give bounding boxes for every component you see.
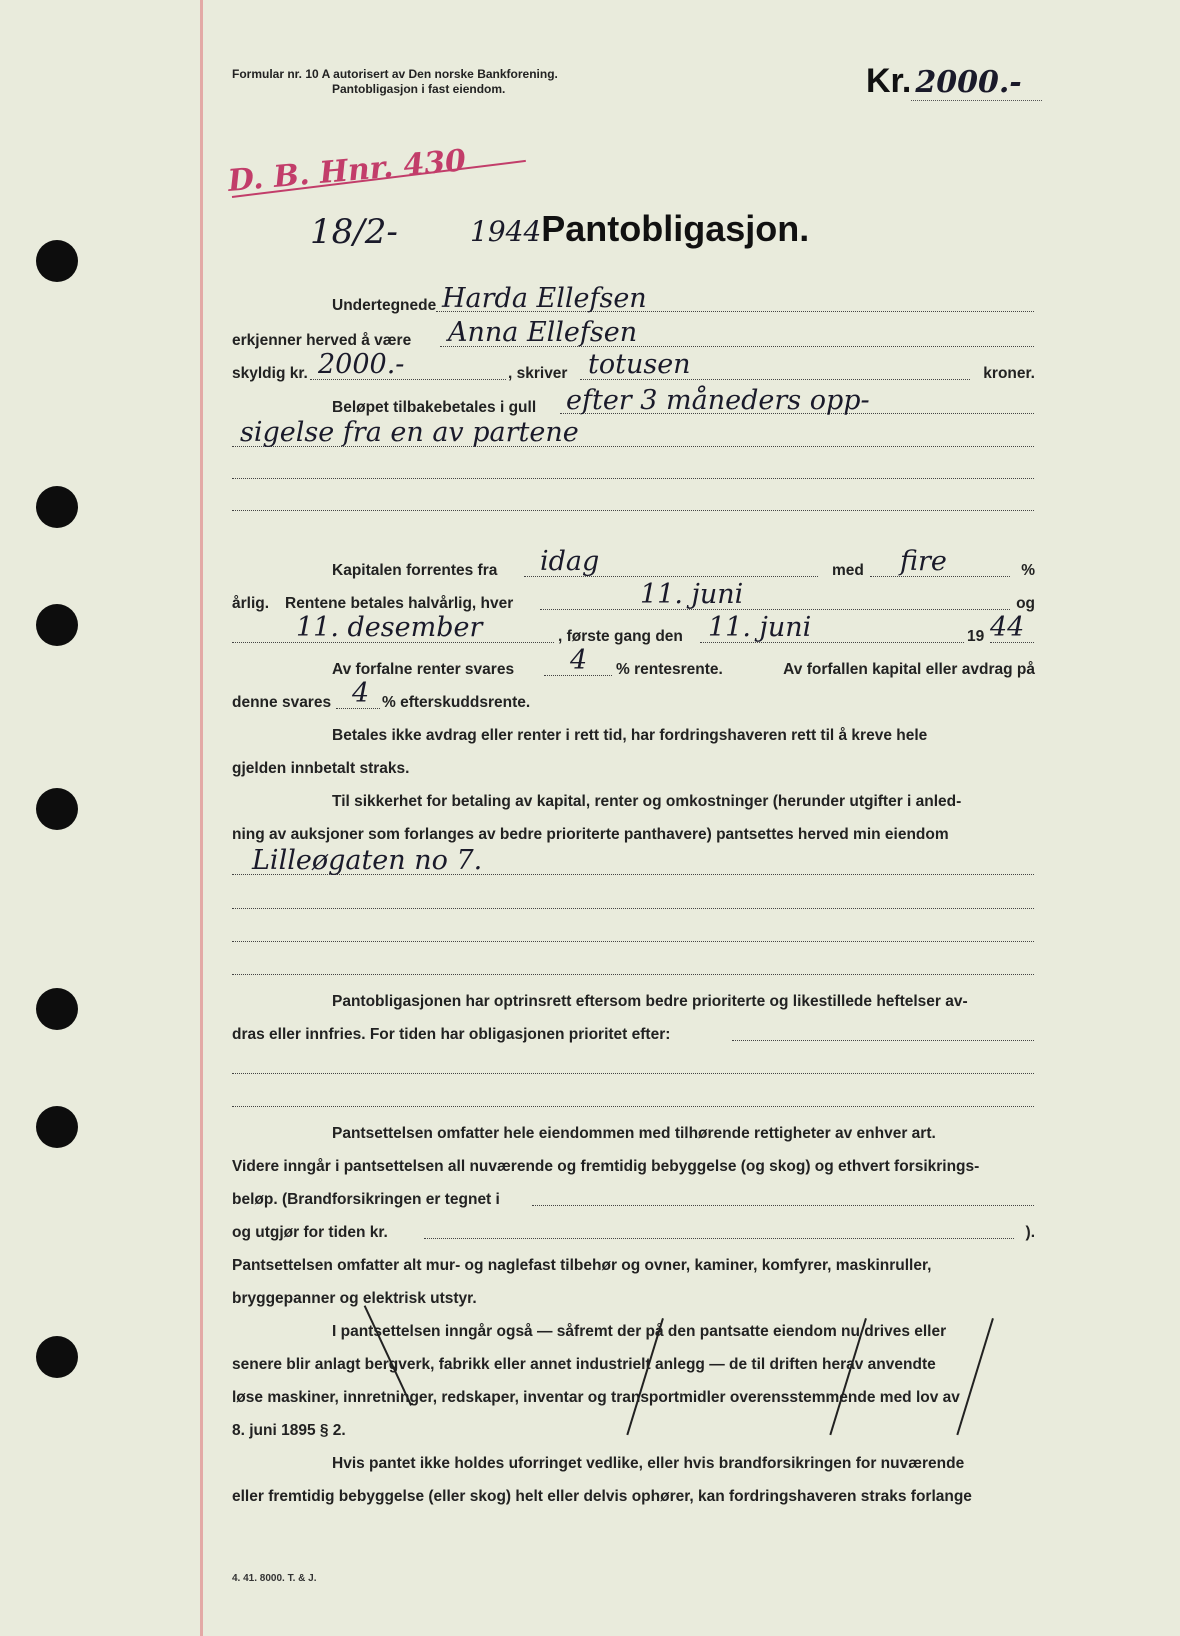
paragraph-text: løse maskiner, innretninger, redskaper, inventar og transportmidler overensstemmende med lov av <box>232 1389 960 1406</box>
skyldig-label: skyldig kr. <box>232 365 308 382</box>
dotted-line <box>732 1040 1034 1041</box>
forste-label: , første gang den <box>558 628 683 645</box>
kapitalen-value: idag <box>540 546 600 577</box>
betales-line-2 <box>232 759 1035 779</box>
mur-line-1 <box>232 1256 1035 1276</box>
inngar-line-2 <box>232 1355 1035 1375</box>
paragraph-text: ning av auksjoner som forlanges av bedre prioriterte panthavere) pantsettes herved min eiendom <box>232 826 949 843</box>
dotted-line <box>232 478 1034 479</box>
efterskudd-label: % efterskuddsrente. <box>382 694 531 711</box>
paragraph-text: dras eller innfries. For tiden har obligasjonen prioritet efter: <box>232 1026 671 1043</box>
undertegnede-label: Undertegnede <box>332 297 437 314</box>
med-label: med <box>832 562 864 579</box>
erkjenner-value: Anna Ellefsen <box>448 317 638 348</box>
arlig-row <box>232 594 1035 614</box>
dotted-line <box>232 974 1034 975</box>
eiendom-value: Lilleøgaten no 7. <box>252 845 483 876</box>
print-code: 4. 41. 8000. T. & J. <box>232 1573 317 1584</box>
av-forfallen-label: Av forfallen kapital eller avdrag på <box>783 661 1035 678</box>
paragraph-text: Hvis pantet ikke holdes uforringet vedlike, eller hvis brandforsikringen for nuværende <box>332 1455 965 1472</box>
paragraph-text: Pantsettelsen omfatter alt mur- og naglefast tilbehør og ovner, kaminer, komfyrer, maskinruller, <box>232 1257 932 1274</box>
dotted-line <box>232 908 1034 909</box>
denne-label: denne svares <box>232 694 332 711</box>
form-header <box>232 67 558 97</box>
title-year: 1944 <box>470 215 542 248</box>
handwritten-date: 18/2- <box>310 212 398 252</box>
optrin-line-2 <box>232 1025 1035 1045</box>
percent-sign: % <box>1021 562 1035 579</box>
paragraph-text: beløp. (Brandforsikringen er tegnet i <box>232 1191 500 1208</box>
kapitalen-label: Kapitalen forrentes fra <box>332 562 498 579</box>
belopet-value-1: efter 3 måneders opp- <box>566 385 870 416</box>
paragraph-text: I pantsettelsen inngår også — såfremt der på den pantsatte eiendom nu drives eller <box>332 1323 947 1340</box>
dotted-line <box>232 1073 1034 1074</box>
title-text: Pantobligasjon. <box>541 208 810 249</box>
med-value: fire <box>900 546 947 577</box>
belopet-value-2: sigelse fra en av partene <box>240 417 579 448</box>
og-label: og <box>1016 595 1035 612</box>
skyldig-value: 2000.- <box>318 349 405 380</box>
dotted-line <box>424 1238 1014 1239</box>
optrin-line-1 <box>232 992 1035 1012</box>
kr-label: Kr. <box>866 62 912 100</box>
hvis-line-2 <box>232 1487 1035 1507</box>
inngar-line-4 <box>232 1421 1035 1441</box>
av-forfalne-label: Av forfalne renter svares <box>332 661 515 678</box>
year-19: 19 <box>967 628 985 645</box>
betales-line-1 <box>232 726 1035 746</box>
paragraph-text: Betales ikke avdrag eller renter i rett tid, har fordringshaveren rett til å kreve hele <box>332 727 928 744</box>
punch-hole <box>36 604 78 646</box>
paragraph-text: Til sikkerhet for betaling av kapital, renter og omkostninger (herunder utgifter i anled- <box>332 793 962 810</box>
omfatter-line-1 <box>232 1124 1035 1144</box>
mur-line-2 <box>232 1289 1035 1309</box>
punch-hole <box>36 240 78 282</box>
omfatter-line-3 <box>232 1190 1035 1210</box>
form-line-2: Pantobligasjon i fast eiendom. <box>332 82 506 96</box>
dotted-line <box>532 1205 1034 1206</box>
denne-value: 4 <box>352 678 370 709</box>
punch-hole <box>36 988 78 1030</box>
rentene-label: Rentene betales halvårlig, hver <box>285 595 514 612</box>
punch-hole <box>36 1106 78 1148</box>
belopet-label: Beløpet tilbakebetales i gull <box>332 399 537 416</box>
paragraph-text: senere blir anlagt bergverk, fabrikk eller annet industrielt anlegg — de til driften herav anvendte <box>232 1356 936 1373</box>
sikkerhet-line-2 <box>232 825 1035 845</box>
punch-hole <box>36 788 78 830</box>
skriver-label: , skriver <box>508 365 568 382</box>
forste-value: 11. juni <box>708 612 812 643</box>
erkjenner-label: erkjenner herved å være <box>232 332 412 349</box>
punch-hole <box>36 486 78 528</box>
page-title <box>470 208 809 250</box>
dotted-line <box>232 1106 1034 1107</box>
av-forfalne-value: 4 <box>570 645 588 676</box>
paragraph-text: eller fremtidig bebyggelse (eller skog) helt eller delvis ophører, kan fordringshaveren straks forlange <box>232 1488 972 1505</box>
punch-hole <box>36 1336 78 1378</box>
paragraph-text: Pantobligasjonen har optrinsrett eftersom bedre prioriterte og likestillede heftelser av- <box>332 993 968 1010</box>
undertegnede-value: Harda Ellefsen <box>442 283 647 314</box>
year-44: 44 <box>990 612 1025 643</box>
rentene-value: 11. juni <box>640 579 744 610</box>
rentesrente-label: % rentesrente. <box>616 661 723 678</box>
inngar-line-3 <box>232 1388 1035 1408</box>
paragraph-text: gjelden innbetalt straks. <box>232 760 410 777</box>
kroner-label: kroner. <box>983 365 1035 382</box>
paragraph-text: bryggepanner og elektrisk utstyr. <box>232 1290 477 1307</box>
inngar-line-1 <box>232 1322 1035 1342</box>
dotted-line <box>232 941 1034 942</box>
paragraph-text: Videre inngår i pantsettelsen all nuværende og fremtidig bebyggelse (og skog) og ethvert forsikrings- <box>232 1158 980 1175</box>
hvis-line-1 <box>232 1454 1035 1474</box>
kr-amount-box <box>866 62 1042 101</box>
kr-amount: 2000.- <box>911 65 1041 101</box>
omfatter-line-2 <box>232 1157 1035 1177</box>
arlig-label: årlig. <box>232 595 270 612</box>
paragraph-text: ). <box>1025 1224 1035 1241</box>
paragraph-text: 8. juni 1895 § 2. <box>232 1422 346 1439</box>
date2-value: 11. desember <box>296 612 483 643</box>
paragraph-text: Pantsettelsen omfatter hele eiendommen med tilhørende rettigheter av enhver art. <box>332 1125 936 1142</box>
margin-line <box>200 0 203 1636</box>
sikkerhet-line-1 <box>232 792 1035 812</box>
omfatter-line-4 <box>232 1223 1035 1243</box>
skriver-value: totusen <box>588 349 691 380</box>
dotted-line <box>232 510 1034 511</box>
registration-stamp: D. B. Hnr. 430 <box>226 143 468 199</box>
paragraph-text: og utgjør for tiden kr. <box>232 1224 388 1241</box>
form-line-1: Formular nr. 10 A autorisert av Den norske Bankforening. <box>232 67 558 81</box>
dotted-line <box>540 609 1010 610</box>
